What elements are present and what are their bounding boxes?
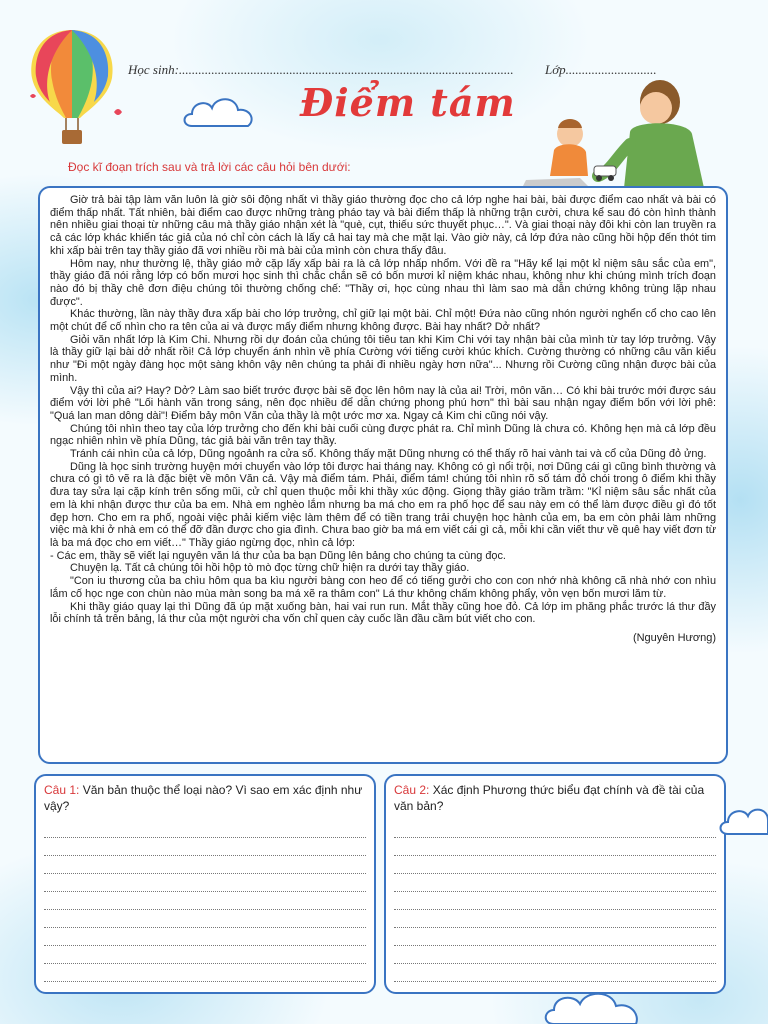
passage-paragraph: Dũng là học sinh trường huyện mới chuyển vào lớp tôi được hai tháng nay. Không có gì nổi trội, nơi Dũng cái gì cũng bình thường và chưa có gì tô vẽ ra là đặc biệt về môn Văn cả. Vậy mà điểm tám. Phải, điểm tám! chúng tôi nhìn rõ số tám đỏ chói trong ô điểm khi thầy đưa tay sửa lại cặp kính trên sống mũi, cử chỉ quen thuộc mỗi khi thầy xúc động. Giọng thầy giáo trầm trầm: "Kỉ niệm sâu sắc nhất của em là khi nhận được thư của ba em. Nhà em nghèo lắm nhưng ba má cho em ra phố học để sau này em có thể làm được điều gì đó tốt đẹp hơn. Cho em ra phố, ngoài việc phải kiếm việc làm thêm để có tiền trang trải chuyện học hành của em, ba em còn phải làm những việc mà khi ở nhà em có thể đỡ đần được cho gia đình. Chưa bao giờ ba má em viết cái gì cả, mỗi khi cần viết thư về quê hay viết đơn từ là ba má đọc cho em viết…" Thầy giáo ngừng đọc, nhìn cả lớp:	[50, 460, 717, 549]
passage-paragraph: Giỏi văn nhất lớp là Kim Chi. Nhưng rồi dự đoán của chúng tôi tiêu tan khi Kim Chi với tay nhận bài của mình từ tay lớp trưởng. Vậy là thầy giữ lại bài dở nhất rồi! Cả lớp chuyển ánh nhìn về phía Cường với tiếng cười khúc khích. Cường thường có những câu văn kiểu như "Đi một ngày đàng học một sàng khôn vậy nên chúng ta phải đi nhiều ngày hơn nữa"... Nhưng rồi Cường cũng nhận được bài của mình.	[50, 333, 716, 384]
passage-paragraph: Hôm nay, như thường lệ, thầy giáo mở cặp lấy xấp bài ra là cả lớp nhấp nhổm. Với đề ra "Hãy kể lại một kỉ niệm sâu sắc của em", thầy giáo đã nói rằng lớp có bốn mươi học sinh thì chắc chắn sẽ có bốn mươi kỉ niệm khác nhau, không như khi chúng mình trích đoạn nào đó bị thầy chê đơn điệu chúng tôi thường chống chế: "Thầy ơi, học cùng nhau thì làm sao mà dẫn chứng không trùng lặp nhau được".	[50, 257, 716, 308]
question-1-number: Câu 1:	[44, 783, 80, 797]
cloud-icon	[180, 92, 262, 132]
question-2-number: Câu 2:	[394, 783, 430, 797]
passage-paragraph: "Con iu thương của ba chìu hôm qua ba kìu người bàng con heo để có tiếng gưởi cho con con nhớ nhà không cã nhà nhớ con nhìu lắm cố học nge con chùn nào mùa màn song ba má xẽ ra thâm con" Lá thư không chấm không phẩy, vỏn vẹn bốn mươi lăm từ.	[50, 575, 716, 600]
question-2-text	[394, 782, 716, 814]
passage-paragraph: Chuyện lạ. Tất cả chúng tôi hồi hộp tò mò đọc từng chữ hiện ra dưới tay thầy giáo.	[70, 562, 470, 575]
cloud-icon	[718, 800, 768, 840]
hot-air-balloon-illustration	[22, 26, 122, 150]
question-box-1	[34, 774, 376, 994]
passage-paragraph: Vậy thì của ai? Hay? Dở? Làm sao biết trước được bài sẽ đọc lên hôm nay là của ai! Trời, môn văn… Có khi bài trước mới được sáu điểm với lời phê "Lối hành văn trong sáng, nên đọc nhiều để dẫn chứng phong phú hơn" thì bài sau nhận ngay điểm bốn với lời phê: "Quá lan man dông dài"! Điểm bảy môn Văn của thầy là một ước mơ xa. Ngay cả Kim chi cũng nói vậy.	[50, 384, 716, 422]
question-1-text	[44, 782, 366, 814]
page-title: Điểm tám	[300, 80, 516, 125]
question-1-prompt: Văn bản thuộc thể loại nào? Vì sao em xác định như vậy?	[44, 783, 363, 813]
passage-author: (Nguyên Hương)	[632, 631, 716, 644]
passage-paragraph: Khi thầy giáo quay lại thì Dũng đã úp mặt xuống bàn, hai vai run run. Mắt thầy cũng hoe đỏ. Cả lớp im phăng phắc trước lá thư đầy lỗi chính tả trên bảng, lá thư của một người cha vốn chỉ quen cày cuốc lần đầu cầm bút viết cho con.	[50, 600, 716, 626]
passage-text	[50, 194, 716, 645]
cloud-icon	[540, 990, 650, 1024]
student-name-line[interactable]: Học sinh:.......................................................................................................	[128, 62, 514, 77]
passage-paragraph: Chúng tôi nhìn theo tay của lớp trưởng cho đến khi bài cuối cùng được phát ra. Chỉ mình Dũng là chưa có. Không hẹn mà cả lớp đều ngạc nhiên nhìn về phía Dũng, tác giả bài văn trên tay thầy.	[50, 422, 716, 448]
passage-paragraph: - Các em, thầy sẽ viết lại nguyên văn lá thư của ba bạn Dũng lên bảng cho chúng ta cùng đọc.	[50, 549, 506, 562]
passage-paragraph: Khác thường, lần này thầy đưa xấp bài cho lớp trưởng, chỉ giữ lại một bài. Chỉ một! Đứa nào cũng nhón người nghển cổ cho cao lên một chút để cố nhìn cho ra tên của ai và được mấy điểm nhưng không được. Bài hay nhất? Dở nhất?	[50, 308, 716, 334]
instruction-text: Đọc kĩ đoạn trích sau và trả lời các câu hỏi bên dưới:	[68, 160, 351, 174]
question-box-2	[384, 774, 726, 994]
father-and-child-illustration	[520, 72, 720, 192]
answer-lines-2[interactable]	[394, 820, 716, 982]
class-line[interactable]: Lớp............................	[545, 62, 657, 77]
question-2-prompt: Xác định Phương thức biểu đạt chính và đề tài của văn bản?	[394, 783, 705, 813]
passage-paragraph: Giờ trả bài tập làm văn luôn là giờ sôi động nhất vì thầy giáo thường đọc cho cả lớp nghe hai bài, bài được điểm cao nhất và bài có điểm thấp nhất. Tất nhiên, bài điểm cao được những tràng pháo tay và bài điểm thấp là những trận cười, chưa kể sau đó còn hình thành nên nhiều giai thoại từ những câu mà thầy giáo nhận xét là "què, cụt, thiếu sức thuyết phục…". Và giai thoại này đôi khi còn lan truyền ra cả các lớp khác khiến tác giả của nó chỉ còn cách là lấy cả hai tay mà che mặt lại. Vào giờ này, cả lớp đứa nào cũng hồi hộp đến thót tim khi xấp bài trên tay thầy giáo đã vơi nhiều rồi mà bài của mình còn chưa thấy đâu.	[50, 194, 716, 257]
passage-box	[38, 186, 728, 764]
passage-paragraph: Tránh cái nhìn của cả lớp, Dũng ngoảnh ra cửa sổ. Không thấy mặt Dũng nhưng có thể thấy rõ hai vành tai và cổ của Dũng đỏ ửng.	[70, 448, 707, 461]
answer-lines-1[interactable]	[44, 820, 366, 982]
